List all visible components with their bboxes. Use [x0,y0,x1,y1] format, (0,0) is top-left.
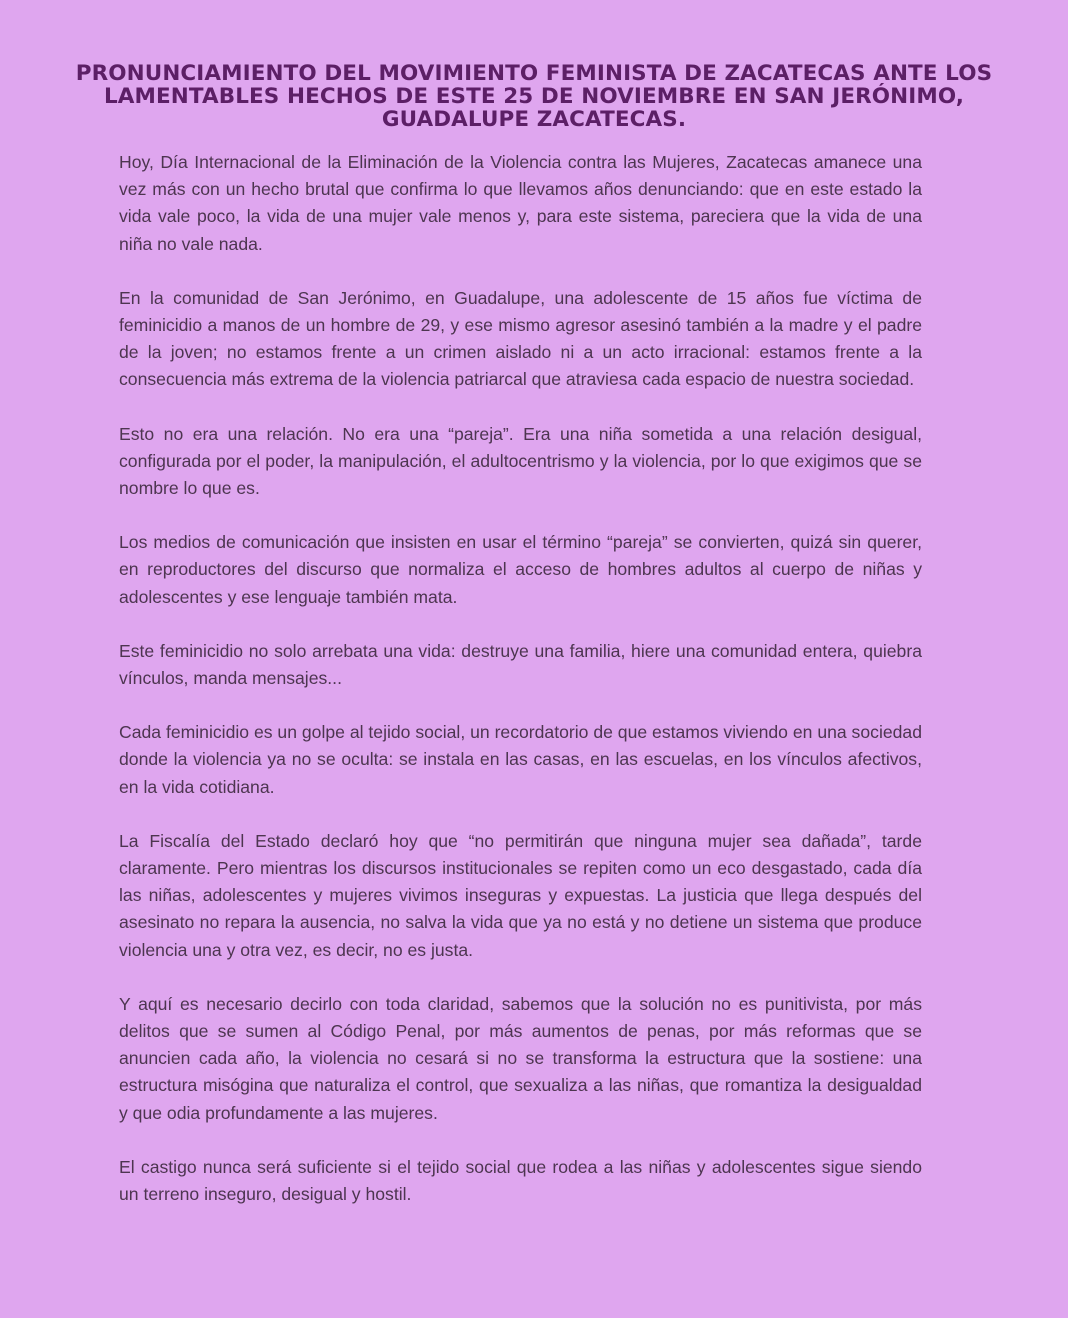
paragraph-2: En la comunidad de San Jerónimo, en Guadalupe, una adolescente de 15 años fue víctima de feminicidio a manos de un hombre de 29, y ese mismo agresor asesinó también a la madre y el padre de la joven; no estamos frente a un crimen aislado ni a un acto irracional: estamos frente a la consecuencia más extrema de la violencia patriarcal que atraviesa cada espacio de nuestra sociedad. [119,287,922,390]
paragraph-4: Los medios de comunicación que insisten en usar el término “pareja” se convierten, quizá sin querer, en reproductores del discurso que normaliza el acceso de hombres adultos al cuerpo de niñas y adolescentes y ese lenguaje también mata. [119,532,922,607]
paragraph-7: La Fiscalía del Estado declaró hoy que “no permitirán que ninguna mujer sea dañada”, tarde claramente. Pero mientras los discursos institucionales se repiten como un eco desgastado, cada día las niñas, adolescentes y mujeres vivimos inseguras y expuestas. La justicia que llega después del asesinato no repara la ausencia, no salva la vida que ya no está y no detiene un sistema que produce violencia una y otra vez, es decir, no es justa. [119,830,922,960]
paragraph-3: Esto no era una relación. No era una “pareja”. Era una niña sometida a una relación desigual, configurada por el poder, la manipulación, el adultocentrismo y la violencia, por lo que exigimos que se nombre lo que es. [119,423,922,499]
paragraph-8: Y aquí es necesario decirlo con toda claridad, sabemos que la solución no es punitivista, por más delitos que se sumen al Código Penal, por más aumentos de penas, por más reformas que se anuncien cada año, la violencia no cesará si no se transforma la estructura que la sostiene: una estructura misógina que naturaliza el control, que sexualiza a las niñas, que romantiza la desigualdad y que odia profundamente a las mujeres. [119,993,922,1123]
document-title: PRONUNCIAMIENTO DEL MOVIMIENTO FEMINISTA DE ZACATECAS ANTE LOS LAMENTABLES HECHOS DE ESTE 25 DE NOVIEMBRE EN SAN JERÓNIMO, GUADALUPE ZACATECAS. [75,61,993,132]
paragraph-5: Este feminicidio no solo arrebata una vida: destruye una familia, hiere una comunidad entera, quiebra vínculos, manda mensajes... [119,640,922,689]
paragraph-1: Hoy, Día Internacional de la Eliminación de la Violencia contra las Mujeres, Zacatecas amanece una vez más con un hecho brutal que confirma lo que llevamos años denunciando: que en este estado la vida vale poco, la vida de una mujer vale menos y, para este sistema, pareciera que la vida de una niña no vale nada. [119,152,922,254]
document-body [119,149,922,1235]
paragraph-6: Cada feminicidio es un golpe al tejido social, un recordatorio de que estamos viviendo en una sociedad donde la violencia ya no se oculta: se instala en las casas, en las escuelas, en los vínculos afectivos, en la vida cotidiana. [119,722,922,797]
paragraph-9: El castigo nunca será suficiente si el tejido social que rodea a las niñas y adolescentes sigue siendo un terreno inseguro, desigual y hostil. [119,1156,922,1205]
